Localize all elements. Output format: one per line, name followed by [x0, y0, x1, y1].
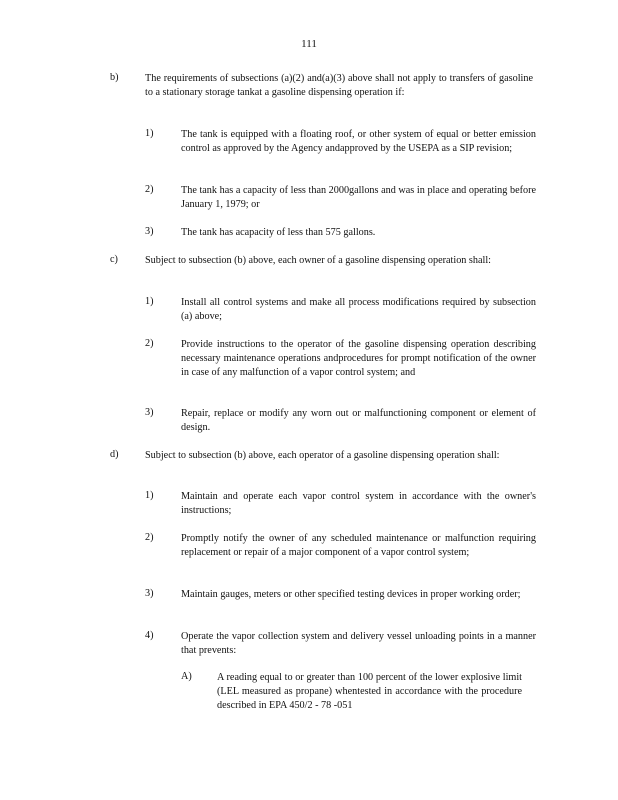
section-text: Subject to subsection (b) above, each owner of a gasoline dispensing operation shall:: [145, 255, 492, 266]
item-text: Maintain and operate each vapor control system in accordance with the owner's instructions;: [181, 491, 536, 516]
item-label: 3): [145, 226, 154, 237]
item-label: 2): [145, 532, 154, 543]
section-text: Subject to subsection (b) above, each operator of a gasoline dispensing operation shall:: [145, 450, 500, 461]
item-label: 1): [145, 128, 154, 139]
item-text: Promptly notify the owner of any scheduled maintenance or malfunction requiring replacement or repair of a major component of a vapor control system;: [181, 533, 536, 558]
section-label: d): [110, 449, 119, 460]
item-label: 3): [145, 588, 154, 599]
item-text: Operate the vapor collection system and delivery vessel unloading points in a manner that prevents:: [181, 631, 536, 656]
section-text: The requirements of subsections (a)(2) and(a)(3) above shall not apply to transfers of gasoline to a stationary storage tankat a gasoline dispensing operation if:: [145, 73, 533, 98]
item-text: Provide instructions to the operator of the gasoline dispensing operation describing necessary maintenance operations andprocedures for prompt notification of the owner in case of any malfunction of a vapor control system; and: [181, 339, 536, 378]
item-label: 1): [145, 296, 154, 307]
item-label: 1): [145, 490, 154, 501]
section-label: c): [110, 254, 118, 265]
item-label: 3): [145, 407, 154, 418]
page-number: 111: [301, 38, 317, 50]
item-label: 2): [145, 338, 154, 349]
section-label: b): [110, 72, 119, 83]
subitem-label: A): [181, 671, 192, 682]
item-text: Maintain gauges, meters or other specified testing devices in proper working order;: [181, 589, 521, 600]
subitem-text: A reading equal to or greater than 100 percent of the lower explosive limit (LEL measured as propane) whentested in accordance with the procedure described in EPA 450/2 - 78 -051: [217, 672, 522, 711]
item-label: 2): [145, 184, 154, 195]
item-text: The tank has a capacity of less than 2000gallons and was in place and operating before January 1, 1979; or: [181, 185, 536, 210]
item-text: Repair, replace or modify any worn out or malfunctioning component or element of design.: [181, 408, 536, 433]
item-text: The tank is equipped with a floating roof, or other system of equal or better emission control as approved by the Agency andapproved by the USEPA as a SIP revision;: [181, 129, 536, 154]
item-label: 4): [145, 630, 154, 641]
item-text: Install all control systems and make all process modifications required by subsection (a) above;: [181, 297, 536, 322]
item-text: The tank has acapacity of less than 575 gallons.: [181, 227, 376, 238]
